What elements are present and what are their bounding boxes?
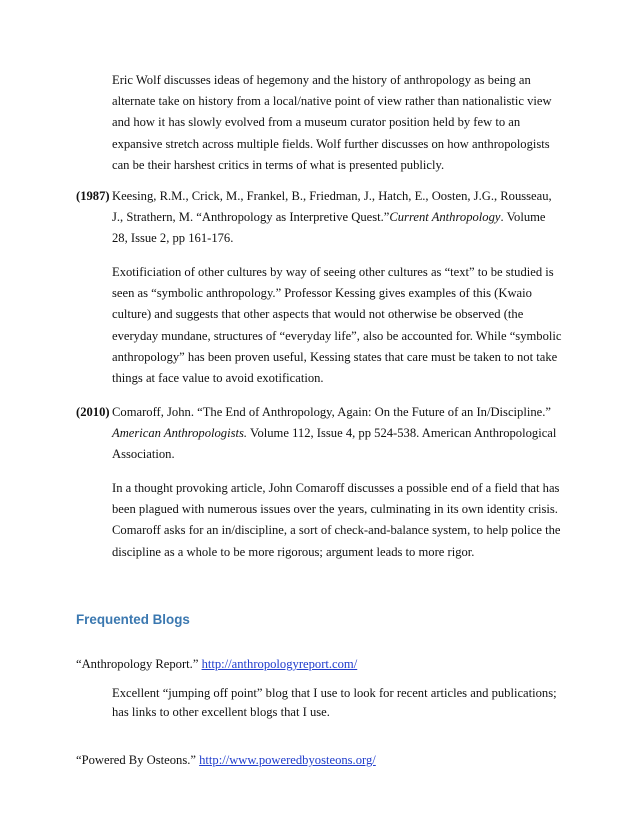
citation-keesing xyxy=(112,186,564,250)
citation-details: Volume 112, Issue 4, pp 524-538. American Anthropological Association. xyxy=(112,426,557,462)
citation-comaroff xyxy=(112,402,564,466)
blog-link-powered-by-osteons[interactable]: http://www.poweredbyosteons.org/ xyxy=(199,753,376,767)
citation-authors-title: Keesing, R.M., Crick, M., Frankel, B., Friedman, J., Hatch, E., Oosten, J.G., Rousseau, J., Strathern, M. “Anthropology as Interpretive Quest.” xyxy=(112,189,552,225)
blog-link-anthropology-report[interactable]: http://anthropologyreport.com/ xyxy=(201,657,358,671)
wolf-summary: Eric Wolf discusses ideas of hegemony and the history of anthropology as being an alternate take on history from a local/native point of view rather than nationalistic view and how it has slowly evolved from a museum curator position held by few to an expansive stretch across multiple fields. Wolf further discusses on how anthropologists can be their harshest critics in terms of what is presented publicly. xyxy=(112,73,552,172)
citation-details: . Volume 28, Issue 2, pp 161-176. xyxy=(112,210,546,246)
keesing-summary: Exotificiation of other cultures by way of seeing other cultures as “text” to be studied is seen as “symbolic anthropology.” Professor Kessing gives examples of this (Kwaio culture) and suggests that other aspects that would not otherwise be observed (the everyday mundane, structures of “everyday life”, also be accounted for. While “symbolic anthropology” has been proven useful, Kessing states that care must be taken to not take things at face value to avoid exotification. xyxy=(112,265,562,386)
entry-year-2010: (2010) xyxy=(76,405,110,419)
blog-title: “Anthropology Report.” xyxy=(76,657,199,671)
citation-journal: Current Anthropology xyxy=(389,210,501,225)
blog-entry-anthropology-report xyxy=(76,654,357,674)
blog-entry-powered-by-osteons xyxy=(76,750,376,770)
citation-authors-title: Comaroff, John. “The End of Anthropology, Again: On the Future of an In/Discipline.” xyxy=(112,405,551,419)
blog-description: Excellent “jumping off point” blog that I use to look for recent articles and publications; has links to other excellent blogs that I use. xyxy=(112,686,557,719)
comaroff-summary: In a thought provoking article, John Comaroff discusses a possible end of a field that has been plagued with numerous issues over the years, culminating in its own identity crisis. Comaroff asks for an in/discipline, a sort of check-and-balance system, to help police the discipline as a whole to be more rigorous; argument leads to more rigor. xyxy=(112,481,561,559)
section-heading-blogs: Frequented Blogs xyxy=(76,612,190,627)
entry-year-1987: (1987) xyxy=(76,189,110,203)
blog-title: “Powered By Osteons.” xyxy=(76,753,196,767)
citation-journal: American Anthropologists. xyxy=(112,426,248,441)
